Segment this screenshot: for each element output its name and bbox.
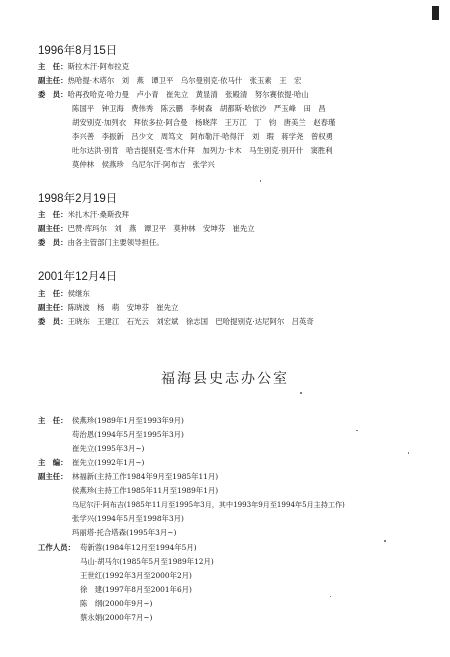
role-label: 委 员： xyxy=(38,238,68,247)
member-names: 由各主管部门主要领导担任。 xyxy=(67,238,164,247)
member-row xyxy=(38,287,426,300)
office-title: 福海县史志办公室 xyxy=(161,371,289,387)
member-row xyxy=(38,222,426,235)
staff-row xyxy=(80,597,152,610)
scan-speck xyxy=(384,540,386,542)
staff-role-label: 副主任： xyxy=(38,472,68,481)
member-row xyxy=(38,60,426,73)
staff-row xyxy=(38,541,197,554)
staff-role-label: 主 任： xyxy=(38,416,68,425)
staff-entry: 崔先立(1995年3月~) xyxy=(72,444,145,453)
staff-entry: 崔先立(1992年1月~) xyxy=(72,458,145,467)
page-edge-mark xyxy=(432,6,439,20)
staff-row xyxy=(38,470,218,483)
staff-entry: 张学兴(1994年5月至1998年3月) xyxy=(72,514,184,523)
member-row xyxy=(38,236,426,249)
staff-entry: 林福新(主持工作1984年9月至1985年11月) xyxy=(72,472,219,481)
member-names: 热哈提·木塔尔 刘 燕 谭卫平 乌尔曼别克·依马什 张玉素 王 宏 xyxy=(67,76,302,85)
member-names: 巴赞·库玛尔 刘 燕 谭卫平 莫仲林 安坤芬 崔先立 xyxy=(67,224,255,233)
member-names: 王晓东 王建江 石光云 刘宏斌 徐志国 巴哈提别克·达尼阿尔 吕英奇 xyxy=(67,317,314,326)
member-names: 侯继东 xyxy=(67,289,90,298)
scan-speck xyxy=(356,430,358,431)
role-label: 主 任： xyxy=(38,210,68,219)
member-continuation: 李兴善 李振新 吕少文 周笃文 阿布勒汗·哈得汗 刘 瑕 蒋学尧 曾权勇 xyxy=(72,132,334,141)
scan-speck xyxy=(408,452,409,454)
staff-row xyxy=(72,428,184,441)
member-continuation: 吐尔达洪·别肯 哈吉提别克·雪木什拜 加列力·卡木 马生别克·别开什 窦胜利 xyxy=(72,146,333,155)
staff-row xyxy=(72,484,218,497)
staff-row xyxy=(38,414,184,427)
staff-entry: 徐 建(1997年8月至2001年6月) xyxy=(80,585,192,594)
staff-row xyxy=(72,526,176,539)
role-label: 主 任： xyxy=(38,62,68,71)
member-names: 哈再孜哈克·哈力曼 卢小青 崔先立 黄显清 张殿清 努尔赛依提·哈山 xyxy=(67,90,309,99)
staff-entry: 侯燕珍(1989年1月至1993年9月) xyxy=(72,416,184,425)
role-label: 副主任： xyxy=(38,76,68,85)
member-continuation: 陈国平 钟卫海 费伟秀 陈云鹏 李树森 胡都斯·哈依沙 严玉峰 田 昌 xyxy=(72,104,326,113)
staff-row xyxy=(38,456,144,469)
member-continuation: 胡安别克·加列衣 拜依多拉·阿合曼 杨晓萍 王万江 丁 钧 唐美兰 赵春瑾 xyxy=(72,118,336,127)
member-row xyxy=(38,74,426,87)
section-date: 2001年12月4日 xyxy=(38,271,118,283)
member-names: 斯拉木汗·阿布拉克 xyxy=(67,62,130,71)
role-label: 副主任： xyxy=(38,303,68,312)
staff-entry: 乌尼尔汗·阿布吉(1985年11月至1995年3月，其中1993年9月至1994年5月主持工作) xyxy=(72,500,345,509)
staff-entry: 苟新蓉(1984年12月至1994年5月) xyxy=(80,543,197,552)
staff-entry: 玛丽塔·托合塔森(1995年3月~) xyxy=(72,528,177,537)
scan-speck xyxy=(260,180,261,182)
staff-row xyxy=(80,569,192,582)
staff-entry: 侯燕珍(主持工作1985年11月至1989年1月) xyxy=(72,486,219,495)
staff-row xyxy=(72,442,144,455)
role-label: 委 员： xyxy=(38,90,68,99)
scan-speck xyxy=(300,392,302,394)
staff-entry: 马山·胡马尔(1985年5月至1989年12月) xyxy=(80,557,214,566)
member-names: 陈晓波 杨 萌 安坤芬 崔先立 xyxy=(67,303,179,312)
member-row xyxy=(38,315,426,328)
staff-row xyxy=(80,555,214,568)
section-date: 1996年8月15日 xyxy=(38,45,118,57)
staff-entry: 苟治恩(1994年5月至1995年3月) xyxy=(72,430,184,439)
staff-entry: 王世红(1992年3月至2000年2月) xyxy=(80,571,192,580)
member-row xyxy=(38,88,426,101)
role-label: 主 任： xyxy=(38,289,68,298)
member-row xyxy=(38,301,426,314)
role-label: 副主任： xyxy=(38,224,68,233)
member-row xyxy=(38,208,426,221)
member-continuation: 莫仲林 侯燕珍 乌尼尔汗·阿布吉 张学兴 xyxy=(72,160,215,169)
scan-speck xyxy=(330,596,331,597)
section-date: 1998年2月19日 xyxy=(38,193,118,205)
role-label: 委 员： xyxy=(38,317,68,326)
member-names: 米扎木汗·桑斯孜拜 xyxy=(67,210,130,219)
staff-row xyxy=(72,498,345,511)
staff-row xyxy=(72,512,184,525)
staff-row xyxy=(80,583,192,596)
staff-role-label: 工作人员： xyxy=(38,543,75,552)
staff-entry: 蔡永娟(2000年7月~) xyxy=(80,613,153,622)
staff-entry: 陈 纲(2000年9月~) xyxy=(80,599,153,608)
staff-row xyxy=(80,611,152,624)
staff-role-label: 主 编： xyxy=(38,458,68,467)
